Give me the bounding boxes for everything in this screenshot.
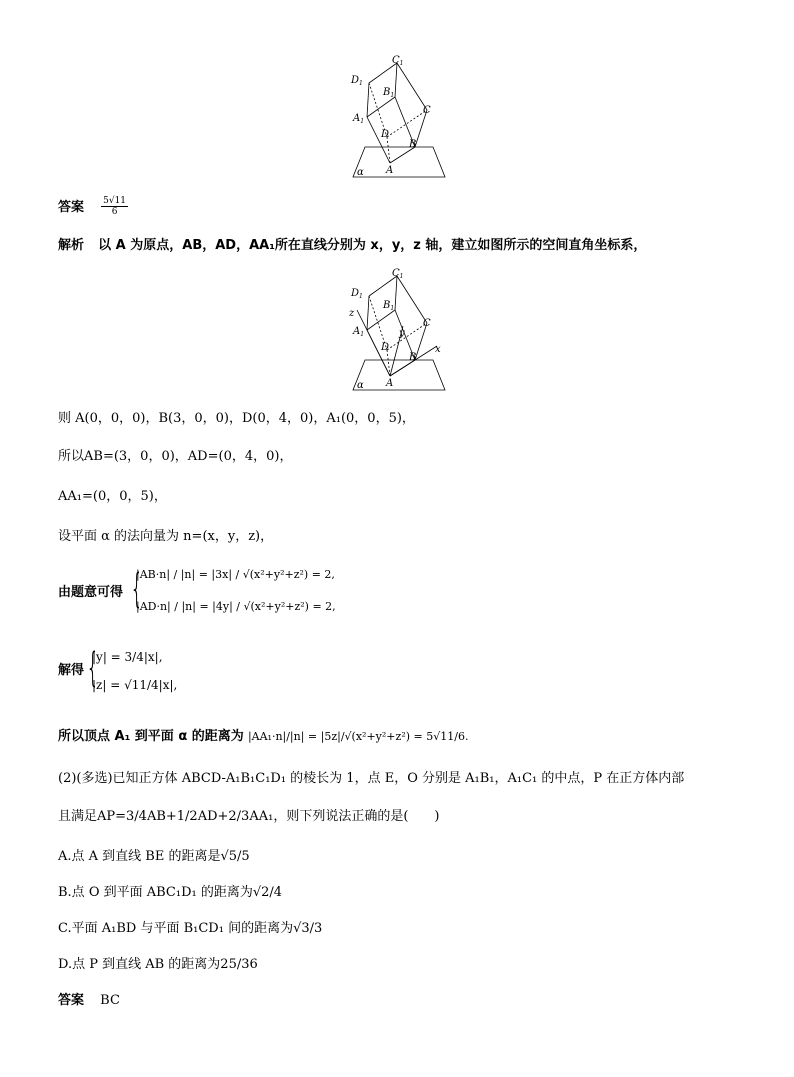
svg-text:A: A (386, 378, 394, 389)
system-label: 由题意可得 (58, 585, 124, 600)
option-c: C.平面 A₁BD 与平面 B₁CD₁ 间的距离为√3/3 (58, 921, 323, 936)
label-A: A (386, 165, 394, 176)
label-B: B (409, 139, 417, 150)
vectors-line-1: 所以AB=(3，0，0)，AD=(0，4，0)， (58, 449, 293, 464)
svg-text:C: C (423, 318, 431, 329)
analysis-label: 解析 (58, 238, 85, 253)
label-A1: $A_1$ (353, 113, 365, 125)
cube-plane-figure (345, 55, 455, 180)
svg-text:D: D (381, 342, 390, 353)
label-C: C (423, 105, 431, 116)
svg-text:D1: $D_1$ (351, 288, 363, 300)
analysis-text: 以 A 为原点，AB，AD，AA₁所在直线分别为 x，y，z 轴，建立如图所示的空间直角坐标系， (98, 238, 647, 253)
cube-coordinate-figure (345, 268, 455, 393)
svg-text:A1: $A_1$ (353, 326, 365, 338)
vectors-line-2: AA₁=(0，0，5)， (58, 489, 167, 504)
option-a: A.点 A 到直线 BE 的距离是√5/5 (58, 849, 250, 864)
system-eq-1: |AB·n| / |n| = |3x| / √(x²+y²+z²) = 2, (136, 568, 335, 581)
analysis-line (58, 237, 646, 255)
label-alpha: α (357, 167, 364, 178)
answer-fraction: $\frac{5√11}{6}$ (103, 196, 127, 217)
svg-text:α: α (357, 380, 364, 391)
label-D: D (381, 129, 390, 140)
answer-1 (58, 196, 128, 217)
solve-eq-2: |z| = √11/4|x|, (92, 678, 178, 692)
svg-text:B1: $B_1$ (383, 300, 395, 312)
solve-label: 解得 (58, 663, 85, 678)
edge (397, 63, 427, 110)
plane-alpha (353, 147, 445, 177)
distance-expr: |AA₁·n|/|n| = |5z|/√(x²+y²+z²) = 5√11/6. (247, 730, 469, 743)
answer-label: 答案 (58, 200, 85, 215)
label-D1: $D_1$ (351, 75, 363, 87)
distance-label: 所以顶点 A₁ 到平面 α 的距离为 (58, 729, 244, 744)
svg-text:C1: $C_1$ (392, 268, 404, 280)
label-B1: $B_1$ (383, 87, 395, 99)
answer-2-value: BC (100, 993, 120, 1008)
axis-z-label: z (349, 308, 355, 319)
question2-stem-2: 且满足AP=3/4AB+1/2AD+2/3AA₁，则下列说法正确的是( ) (58, 809, 440, 824)
svg-text:B: B (409, 352, 417, 363)
solve-brace: { (86, 645, 100, 691)
option-b: B.点 O 到平面 ABC₁D₁ 的距离为√2/4 (58, 885, 283, 900)
axis-y-label: y (399, 328, 405, 339)
question2-stem-1: (2)(多选)已知正方体 ABCD-A₁B₁C₁D₁ 的棱长为 1，点 E，O 分别是 A₁B₁，A₁C₁ 的中点，P 在正方体内部 (58, 771, 685, 786)
coords-line: 则 A(0，0，0)，B(3，0，0)，D(0，4，0)，A₁(0，0，5)， (58, 411, 415, 426)
distance-line (58, 728, 468, 746)
axis-x-label: x (435, 344, 441, 355)
option-d: D.点 P 到直线 AB 的距离为25/36 (58, 957, 258, 972)
system-brace: { (130, 566, 144, 612)
solve-eq-1: |y| = 3/4|x|, (92, 650, 163, 664)
label-C1: $C_1$ (392, 55, 404, 67)
normal-line: 设平面 α 的法向量为 n=(x，y，z)， (58, 529, 274, 544)
answer-2-label: 答案 (58, 993, 85, 1008)
answer-2 (58, 992, 120, 1010)
system-eq-2: |AD·n| / |n| = |4y| / √(x²+y²+z²) = 2, (136, 600, 336, 613)
